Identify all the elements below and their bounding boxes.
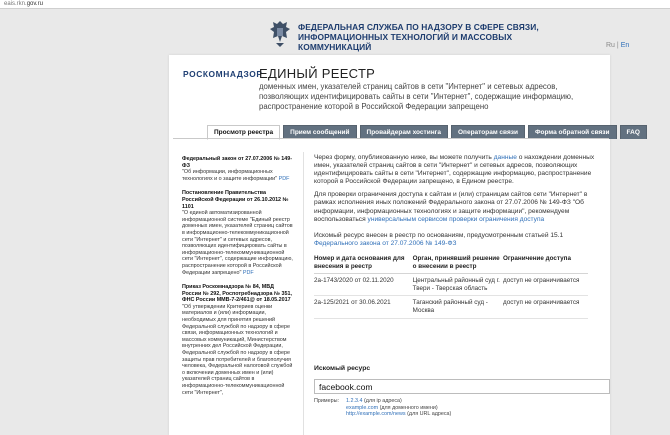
pdf-link[interactable]: PDF: [242, 269, 254, 276]
check-text: Для проверки ограничения доступа к сайтам и (или) страницам сайтов сети "Интернет" в рамках исполнения иных положений Федерального закона от 27.07.2006 № 149-ФЗ "Об информации, информационных технологиях и защите информации", рекомендуем воспользоваться: [314, 191, 588, 223]
example-note: (для доменного имени): [379, 404, 438, 411]
legal-doc-item: [182, 284, 294, 396]
lang-separator: |: [616, 42, 619, 49]
legal-doc-item: [182, 190, 294, 276]
search-label: Искомый ресурс: [314, 365, 371, 372]
example-row: [314, 398, 451, 405]
agency-title: ФЕДЕРАЛЬНАЯ СЛУЖБА ПО НАДЗОРУ В СФЕРЕ СВЯЗИ, ИНФОРМАЦИОННЫХ ТЕХНОЛОГИЙ И МАССОВЫХ КОММУНИКАЦИЙ: [298, 22, 539, 52]
table-header-row: [314, 253, 588, 274]
example-note: (для ip адреса): [364, 398, 402, 404]
result-paragraph: [314, 232, 596, 248]
tab-faq[interactable]: FAQ: [620, 125, 647, 139]
table-cell: доступ не ограничивается: [503, 296, 588, 318]
column-header: Ограничение доступа: [503, 253, 588, 274]
intro-text-1: Через форму, опубликованную ниже, вы можете получить: [314, 154, 492, 161]
example-row: [314, 405, 451, 412]
search-examples: [314, 398, 451, 418]
data-link[interactable]: данные: [493, 154, 517, 161]
emblem-icon: [268, 18, 292, 48]
main-content: [314, 154, 596, 319]
tab-submit-report[interactable]: Прием сообщений: [283, 125, 356, 139]
example-row: [314, 411, 451, 418]
table-row: [314, 296, 588, 318]
legal-documents-sidebar: [182, 156, 294, 404]
table-cell: Таганский районный суд - Москва: [413, 296, 503, 318]
url-domain: gov.ru: [26, 1, 43, 7]
intro-text-2: о нахождении доменных имен, указателей страниц сайтов в сети "Интернет" и сетевых адресов, позволяющих идентифицировать сайты в сети "Интернет", содержащие информацию, распространение которой в Российской Федерации запрещено, в Едином реестре.: [314, 154, 595, 186]
tab-bar: [207, 125, 650, 139]
column-header: Орган, принявший решение о внесении в реестр: [413, 253, 503, 274]
table-cell: 2а-1743/2020 от 02.11.2020: [314, 274, 413, 296]
tab-feedback-form[interactable]: Форма обратной связи: [528, 125, 617, 139]
legal-doc-title: Федеральный закон от 27.07.2006 № 149-ФЗ: [182, 156, 293, 169]
registry-panel: [169, 55, 640, 435]
legal-doc-text: "О единой автоматизированной информационной системе "Единый реестр доменных имен, указателей страниц сайтов в информационно-телекоммуникационной сети "Интернет" и сетевых адресов, позволяющих идентифицировать сайты в информационно-телекоммуникационной сети "Интернет", содержащие информацию, распространение которой в Российской Федерации запрещено": [182, 210, 293, 276]
legal-doc-text: "Об информации, информационных технологиях и о защите информации": [182, 169, 278, 182]
lang-ru[interactable]: Ru: [606, 42, 615, 49]
table-cell: Центральный районный суд г. Твери - Тверская область: [413, 274, 503, 296]
legal-doc-text: "Об утверждении Критериев оценки материалов и (или) информации, необходимых для принятия решений Федеральной службой по надзору в сфере связи, информационных технологий и массовых коммуникаций, Министерством внутренних дел Российской Федерации, Федеральной службой по надзору в сфере защиты прав потребителей и благополучия человека, Федеральной налоговой службой о включении доменных имен и (или) указателей страниц сайтов в информационно-телекоммуникационной сети "Интернет",: [182, 303, 293, 396]
example-note: (для URL адреса): [407, 411, 452, 418]
intro-paragraph: [314, 154, 596, 186]
roskomnadzor-logo[interactable]: РОСКОМНАДЗОР: [183, 69, 263, 79]
example-url-link[interactable]: http://example.com/news: [346, 411, 406, 418]
search-input[interactable]: [314, 379, 610, 394]
pdf-link[interactable]: PDF: [278, 175, 290, 182]
registry-title: ЕДИНЫЙ РЕЕСТР: [259, 66, 376, 81]
lang-en-link[interactable]: En: [620, 42, 630, 49]
tab-divider: [173, 138, 609, 139]
federal-law-link[interactable]: Федерального закона от 27.07.2006 № 149-ФЗ: [314, 239, 457, 247]
tab-hosting-providers[interactable]: Провайдерам хостинга: [360, 125, 448, 139]
example-domain-link[interactable]: example.com: [346, 404, 379, 411]
legal-doc-title: Постановление Правительства Российской Федерации от 26.10.2012 № 1101: [182, 190, 289, 210]
access-check-service-link[interactable]: универсальным сервисом проверки ограничения доступа: [367, 215, 545, 223]
address-bar[interactable]: [0, 0, 670, 9]
tab-view-registry[interactable]: Просмотр реестра: [207, 125, 280, 140]
result-text: Искомый ресурс внесен в реестр по основаниям, предусмотренным статьей 15.1: [314, 231, 564, 239]
tab-telecom-operators[interactable]: Операторам связи: [451, 125, 525, 139]
legal-doc-title: Приказ Роскомнадзора № 84, МВД России № 292, Роспотребнадзора № 351, ФНС России ММВ-7-2/461@ от 18.05.2017: [182, 284, 292, 304]
column-divider: [303, 152, 304, 435]
table-cell: 2а-125/2021 от 30.06.2021: [314, 296, 413, 318]
example-ip-link[interactable]: 1.2.3.4: [346, 398, 363, 404]
check-paragraph: [314, 191, 596, 223]
table-cell: доступ не ограничивается: [503, 274, 588, 296]
url-prefix: eais.rkn.: [4, 1, 27, 7]
legal-doc-item: [182, 156, 294, 182]
registry-subtitle: доменных имен, указателей страниц сайтов в сети "Интернет" и сетевых адресов, позволяющих идентифицировать сайты в сети "Интернет", содержащие информацию, распространение которой в Российской Федерации запрещено: [259, 82, 574, 111]
table-row: [314, 274, 588, 296]
language-switcher: [606, 42, 629, 49]
registry-records-table: [314, 253, 588, 319]
examples-label: Примеры:: [314, 398, 339, 404]
column-header: Номер и дата основания для внесения в реестр: [314, 253, 413, 274]
